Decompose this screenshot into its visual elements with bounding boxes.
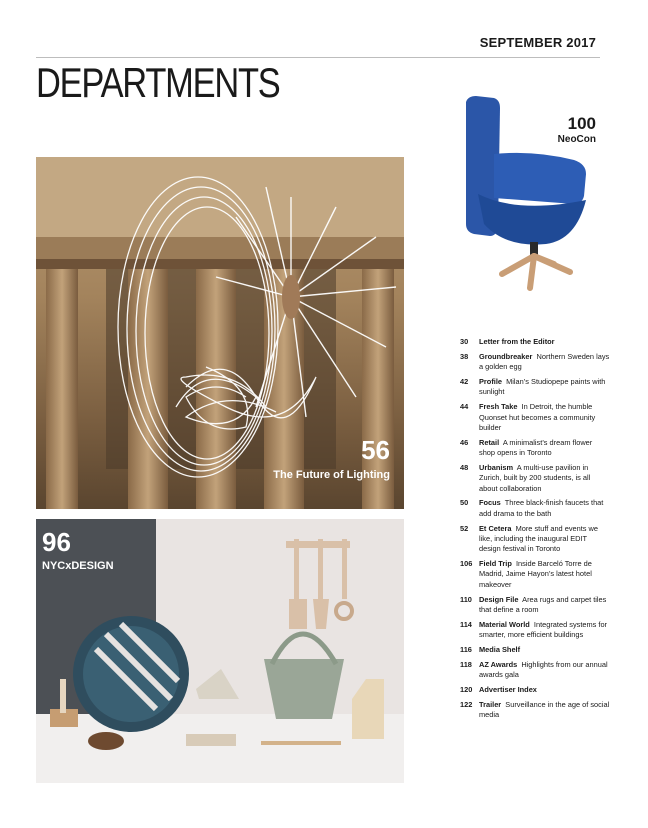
contents-section-label: Groundbreaker bbox=[479, 351, 533, 361]
contents-entry[interactable] bbox=[460, 524, 610, 555]
contents-description: Surveillance in the age of social media bbox=[479, 699, 610, 720]
contents-page-number: 42 bbox=[460, 377, 469, 387]
contents-entry[interactable] bbox=[460, 685, 610, 695]
contents-section-label: Et Cetera bbox=[479, 523, 512, 533]
contents-entry-text bbox=[479, 377, 610, 398]
contents-section-label: Retail bbox=[479, 437, 500, 447]
contents-entry[interactable] bbox=[460, 595, 610, 616]
contents-description: A minimalist’s dream flower shop opens in Toronto bbox=[479, 437, 593, 458]
contents-entry-text bbox=[479, 685, 610, 695]
contents-description: Milan’s Studiopepe paints with sunlight bbox=[479, 377, 606, 397]
contents-entry[interactable] bbox=[460, 645, 610, 655]
contents-section-label: Urbanism bbox=[479, 462, 514, 472]
contents-entry[interactable] bbox=[460, 498, 610, 519]
contents-description: Area rugs and carpet tiles that define a room bbox=[479, 594, 607, 614]
contents-description: Integrated systems for smarter, more efficient buildings bbox=[479, 619, 608, 640]
page-title: DEPARTMENTS bbox=[36, 59, 280, 106]
contents-description: More stuff and events we like, including the inaugural EDIT design festival in Toronto bbox=[479, 523, 598, 554]
contents-page-number: 30 bbox=[460, 337, 469, 346]
lighting-installation-illustration bbox=[36, 157, 404, 509]
contents-entry[interactable] bbox=[460, 337, 610, 347]
design-objects-illustration bbox=[36, 519, 404, 783]
contents-page-number: 46 bbox=[460, 437, 469, 447]
lighting-feature-photo[interactable] bbox=[36, 157, 404, 509]
contents-section-label: Focus bbox=[479, 498, 501, 508]
contents-entry[interactable] bbox=[460, 377, 610, 398]
contents-page-number: 116 bbox=[460, 644, 472, 654]
contents-entry-text bbox=[479, 660, 610, 681]
contents-section-label: Trailer bbox=[479, 699, 502, 709]
contents-description: Highlights from our annual awards gala bbox=[479, 659, 608, 680]
contents-section-label: AZ Awards bbox=[479, 659, 518, 669]
contents-entry-text bbox=[479, 645, 610, 655]
contents-entry-text bbox=[479, 498, 610, 519]
contents-page-number: 114 bbox=[460, 619, 472, 629]
contents-page-number: 110 bbox=[460, 594, 472, 604]
contents-section-label: Field Trip bbox=[479, 559, 512, 569]
contents-page-number: 52 bbox=[460, 523, 469, 533]
contents-section-label: Letter from the Editor bbox=[479, 337, 555, 346]
contents-page-number: 118 bbox=[460, 659, 472, 669]
contents-page-number: 120 bbox=[460, 685, 473, 695]
contents-page-number: 122 bbox=[460, 699, 473, 709]
contents-page-number: 44 bbox=[460, 402, 469, 412]
contents-entry-text bbox=[479, 524, 610, 555]
lighting-feature-page: 56 bbox=[361, 435, 390, 465]
contents-description: Three black-finish faucets that add drama to the bath bbox=[479, 498, 604, 518]
contents-entry[interactable] bbox=[460, 660, 610, 681]
contents-entry[interactable] bbox=[460, 352, 610, 373]
contents-entry-text bbox=[479, 700, 610, 721]
nycxdesign-feature-page: 96 bbox=[42, 527, 71, 557]
issue-date: SEPTEMBER 2017 bbox=[479, 35, 596, 50]
nycxdesign-feature-photo[interactable] bbox=[36, 519, 404, 783]
contents-section-label: Fresh Take bbox=[479, 402, 518, 412]
contents-entry-text bbox=[479, 559, 610, 590]
contents-section-label: Material World bbox=[479, 619, 530, 629]
contents-section-label: Media Shelf bbox=[479, 644, 521, 654]
contents-page-number: 38 bbox=[460, 351, 469, 361]
contents-entry-text bbox=[479, 352, 610, 373]
contents-page-number: 106 bbox=[460, 559, 473, 569]
contents-entry[interactable] bbox=[460, 700, 610, 721]
lighting-feature-caption: The Future of Lighting bbox=[273, 469, 390, 481]
contents-section-label: Advertiser Index bbox=[479, 685, 537, 695]
contents-entry[interactable] bbox=[460, 402, 610, 433]
contents-description: In Detroit, the humble Quonset hut becomes a community builder bbox=[479, 402, 596, 432]
contents-entry[interactable] bbox=[460, 438, 610, 459]
contents-description: A multi-use pavilion in Zurich, built by 200 students, is all about collaboration bbox=[479, 462, 591, 493]
nycxdesign-feature-caption: NYCxDESIGN bbox=[42, 560, 114, 572]
contents-section-label: Profile bbox=[479, 377, 502, 387]
contents-page-number: 50 bbox=[460, 498, 469, 508]
contents-entry-text bbox=[479, 620, 610, 641]
neocon-feature-caption: NeoCon bbox=[557, 134, 596, 145]
contents-description: Northern Sweden lays a golden egg bbox=[479, 351, 610, 372]
contents-entry-text bbox=[479, 402, 610, 433]
contents-section-label: Design File bbox=[479, 594, 519, 604]
contents-entry-text bbox=[479, 595, 610, 616]
contents-page-number: 48 bbox=[460, 462, 469, 472]
contents-entry[interactable] bbox=[460, 559, 610, 590]
contents-entry-text bbox=[479, 438, 610, 459]
contents-entry[interactable] bbox=[460, 463, 610, 494]
neocon-feature-page: 100 bbox=[567, 114, 596, 133]
contents-list bbox=[460, 337, 610, 725]
contents-description: Inside Barceló Torre de Madrid, Jaime Hayon’s latest hotel makeover bbox=[479, 559, 592, 589]
contents-entry[interactable] bbox=[460, 620, 610, 641]
contents-entry-text bbox=[479, 463, 610, 494]
contents-entry-text bbox=[479, 337, 610, 347]
header-rule bbox=[36, 57, 600, 58]
